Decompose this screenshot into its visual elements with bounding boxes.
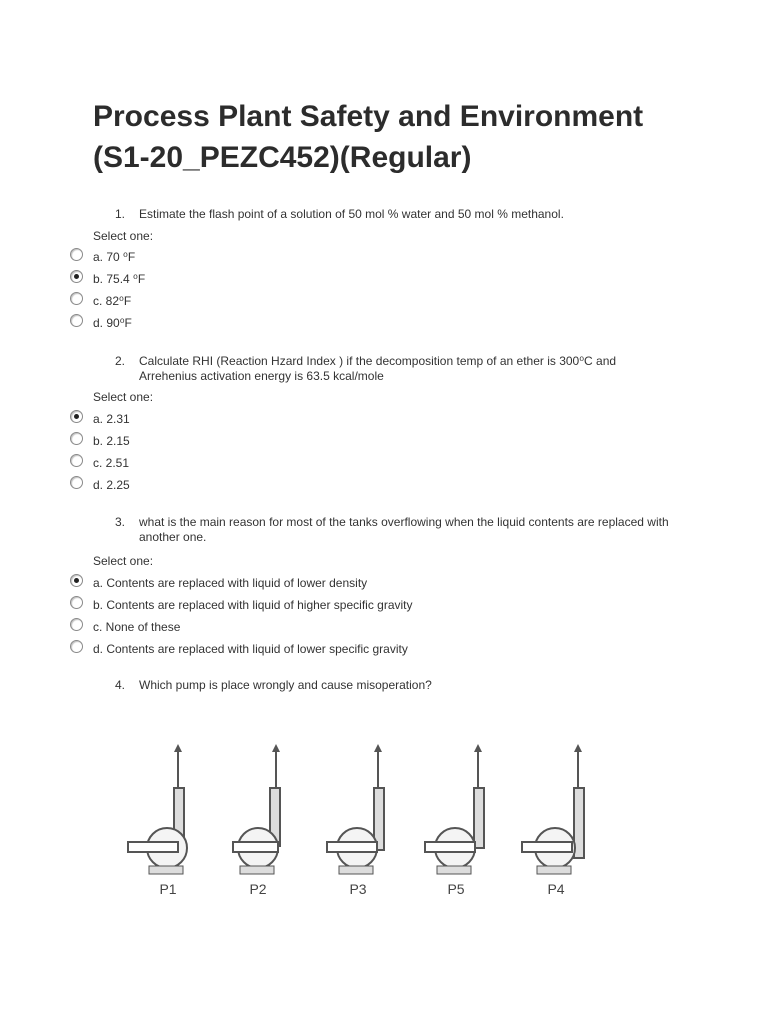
- pump-5: [425, 744, 484, 874]
- radio-button[interactable]: [70, 292, 83, 305]
- option-label: a. 2.31: [93, 412, 130, 426]
- option-label: d. Contents are replaced with liquid of lower specific gravity: [93, 642, 408, 656]
- option-label: b. 75.4 ⁰F: [93, 272, 146, 286]
- question-text: Which pump is place wrongly and cause misoperation?: [139, 678, 432, 692]
- question-number: 1.: [115, 207, 126, 221]
- question-number: 2.: [115, 354, 126, 368]
- radio-button[interactable]: [70, 596, 83, 609]
- question-text: Calculate RHI (Reaction Hzard Index ) if the decomposition temp of an ether is 300⁰C and Arrehenius activation energy is 63.5 kcal/mole: [139, 354, 617, 383]
- radio-button[interactable]: [70, 640, 83, 653]
- pump-1: [128, 744, 187, 874]
- option-label: c. 2.51: [93, 456, 130, 470]
- title-line-1: Process Plant Safety and Environment: [93, 100, 644, 133]
- question-3: [115, 515, 675, 545]
- option-label: c. 82⁰F: [93, 294, 132, 308]
- radio-button-selected[interactable]: [70, 574, 83, 587]
- question-text: what is the main reason for most of the tanks overflowing when the liquid contents are replaced with another one.: [139, 515, 669, 544]
- radio-button[interactable]: [70, 618, 83, 631]
- radio-button[interactable]: [70, 454, 83, 467]
- select-one-label: Select one:: [93, 229, 154, 243]
- radio-button[interactable]: [70, 248, 83, 261]
- question-number: 4.: [115, 678, 126, 692]
- radio-button[interactable]: [70, 476, 83, 489]
- question-text: Estimate the flash point of a solution of 50 mol % water and 50 mol % methanol.: [139, 207, 564, 221]
- option-label: b. Contents are replaced with liquid of higher specific gravity: [93, 598, 413, 612]
- title-line-2: (S1-20_PEZC452)(Regular): [93, 141, 472, 174]
- pump-diagram: [118, 738, 598, 908]
- pump-4: [522, 744, 584, 874]
- radio-button-selected[interactable]: [70, 410, 83, 423]
- pump-3: [327, 744, 384, 874]
- option-label: d. 90⁰F: [93, 316, 132, 330]
- option-label: c. None of these: [93, 620, 181, 634]
- option-label: a. 70 ⁰F: [93, 250, 136, 264]
- pump-label-p4: P4: [547, 881, 565, 897]
- radio-button[interactable]: [70, 314, 83, 327]
- option-label: d. 2.25: [93, 478, 130, 492]
- pump-2: [233, 744, 280, 874]
- question-2: [115, 354, 675, 384]
- radio-button-selected[interactable]: [70, 270, 83, 283]
- radio-button[interactable]: [70, 432, 83, 445]
- page-title: [93, 96, 643, 178]
- pump-label-p2: P2: [249, 881, 267, 897]
- question-4: [115, 678, 675, 693]
- option-label: b. 2.15: [93, 434, 130, 448]
- select-one-label: Select one:: [93, 554, 154, 568]
- option-label: a. Contents are replaced with liquid of lower density: [93, 576, 368, 590]
- pump-label-p1: P1: [159, 881, 177, 897]
- pump-label-p5: P5: [447, 881, 465, 897]
- pump-label-p3: P3: [349, 881, 367, 897]
- question-number: 3.: [115, 515, 126, 529]
- select-one-label: Select one:: [93, 390, 154, 404]
- question-1: [115, 207, 675, 222]
